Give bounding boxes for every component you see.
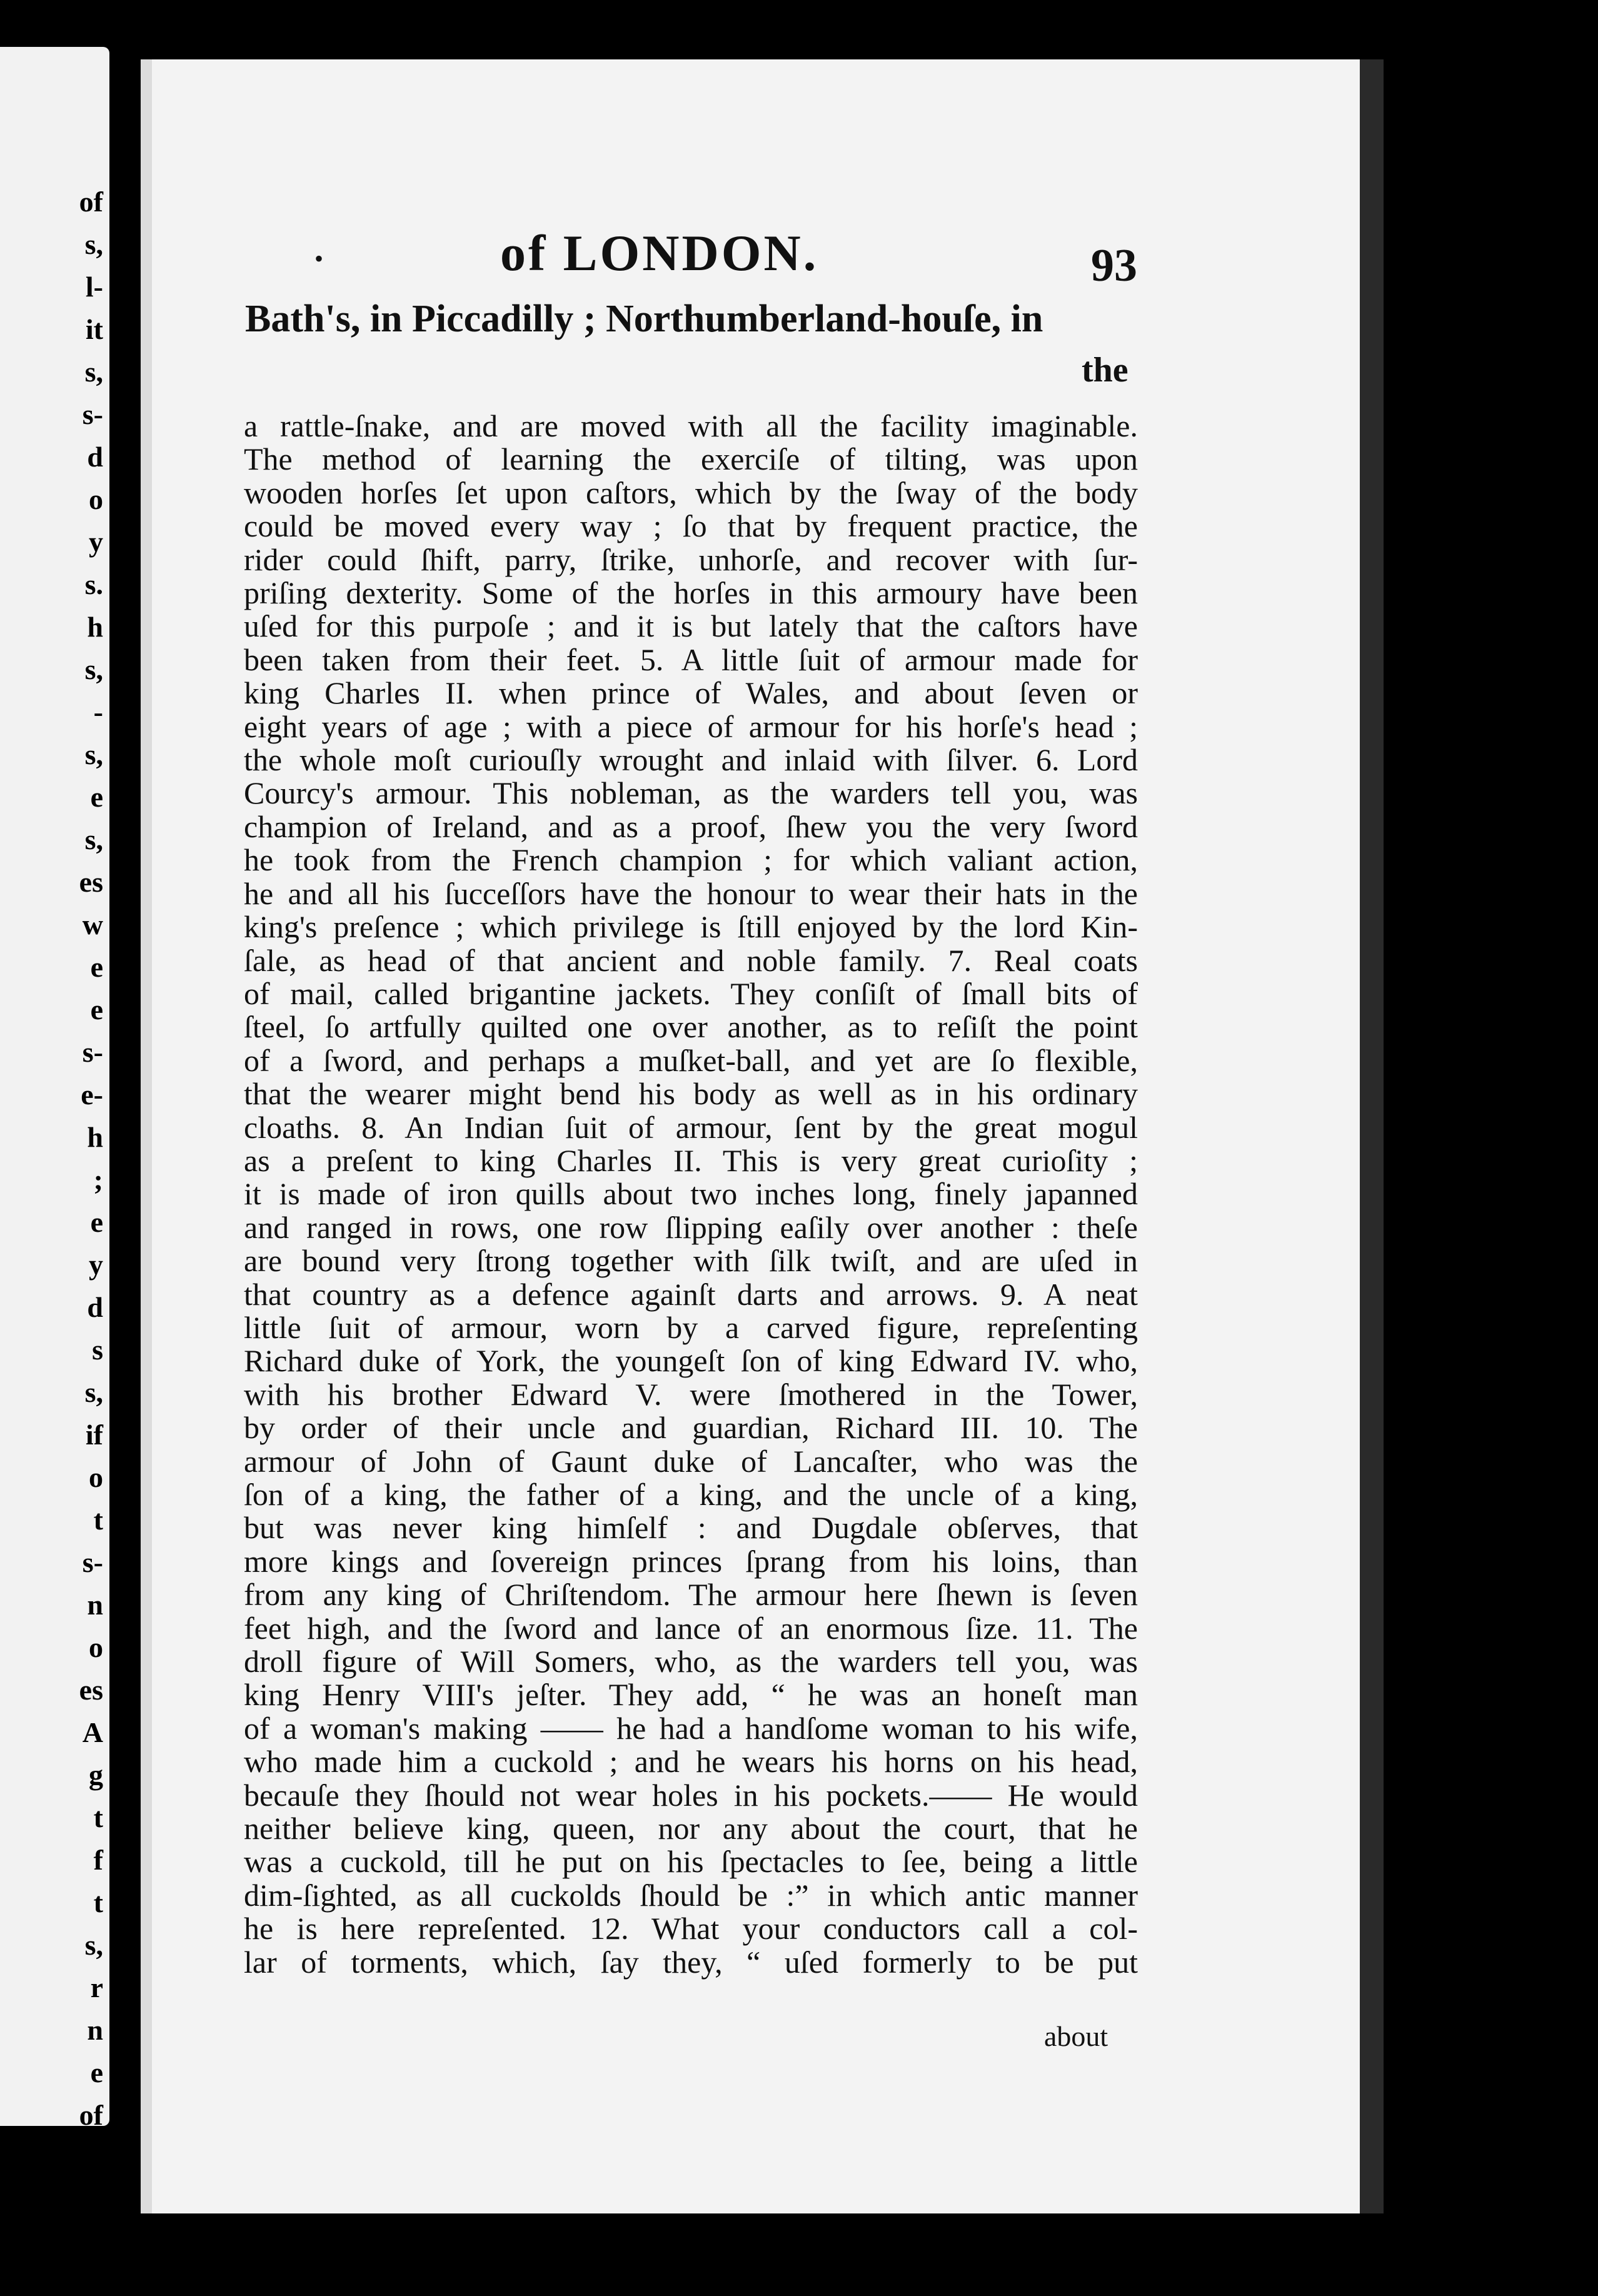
running-head: of LONDON. xyxy=(500,224,819,281)
page-edge-shadow xyxy=(1360,59,1384,2213)
text-line: droll figure of Will Somers, who, as the warders tell you, was xyxy=(244,1644,1138,1679)
text-line: ſteel, ſo artfully quilted one over another, as to reſiſt the point xyxy=(244,1009,1138,1045)
previous-page-text-fragment: s, xyxy=(84,228,103,260)
text-line: who made him a cuckold ; and he wears his horns on his head, xyxy=(244,1744,1138,1780)
previous-page-text-fragment: s, xyxy=(84,738,103,770)
previous-page-text-fragment: t xyxy=(93,1801,103,1833)
text-line: king's preſence ; which privilege is ſtill enjoyed by the lord Kin- xyxy=(244,909,1138,945)
previous-page-text-fragment: e xyxy=(90,994,103,1025)
previous-page-text-fragment: o xyxy=(89,483,103,515)
text-line: of mail, called brigantine jackets. They conſiſt of ſmall bits of xyxy=(244,975,1138,1011)
previous-page-text-fragment: s- xyxy=(82,1036,103,1068)
previous-page-text-fragment: t xyxy=(93,1504,103,1536)
previous-page-text-fragment: of xyxy=(79,2099,103,2131)
text-line: he and all his ſucceſſors have the honour to wear their hats in the xyxy=(244,875,1138,911)
text-line: by order of their uncle and guardian, Richard III. 10. The xyxy=(244,1410,1138,1446)
previous-page-text-fragment: n xyxy=(87,2014,103,2046)
previous-page-text-fragment: f xyxy=(93,1844,103,1876)
previous-page-text-fragment: es xyxy=(79,866,103,898)
page-number: 93 xyxy=(1091,240,1137,291)
previous-page-text-fragment: y xyxy=(89,526,103,558)
text-line: priſing dexterity. Some of the horſes in this armoury have been xyxy=(244,575,1138,611)
text-line: becauſe they ſhould not wear holes in his pockets.—— He would xyxy=(244,1777,1138,1813)
text-line: The method of learning the exerciſe of tilting, was upon xyxy=(244,441,1138,477)
text-line: he took from the French champion ; for which valiant action, xyxy=(244,842,1138,878)
previous-page-text-fragment: g xyxy=(89,1759,103,1791)
previous-page-text-fragment: s, xyxy=(84,653,103,685)
previous-page-text-fragment: es xyxy=(79,1674,103,1706)
previous-page-edge xyxy=(0,47,109,2173)
previous-page-text-fragment: r xyxy=(90,1971,103,2003)
text-line: wooden horſes ſet upon caſtors, which by the ſway of the body xyxy=(244,475,1138,510)
side-heading-line: Bath's, in Piccadilly ; Northumberland-houſe, in xyxy=(245,298,1043,340)
previous-page-text-fragment: h xyxy=(87,1121,103,1153)
catchword-bottom: about xyxy=(1044,2020,1108,2052)
previous-page-text-fragment: s- xyxy=(82,398,103,430)
text-line: feet high, and the ſword and lance of an enormous ſize. 11. The xyxy=(244,1610,1138,1646)
previous-page-text-fragment: e xyxy=(90,1206,103,1238)
previous-page-text-fragment: e- xyxy=(81,1079,103,1110)
text-line: it is made of iron quills about two inches long, finely japanned xyxy=(244,1176,1138,1212)
previous-page-text-fragment: - xyxy=(93,2142,103,2173)
text-line: ſale, as head of that ancient and noble family. 7. Real coats xyxy=(244,942,1138,978)
text-line: as a preſent to king Charles II. This is very great curioſity ; xyxy=(244,1142,1138,1178)
previous-page-text-fragment: s xyxy=(92,1334,103,1366)
text-line: was a cuckold, till he put on his ſpectacles to ſee, being a little xyxy=(244,1844,1138,1880)
previous-page-text-fragment: it xyxy=(85,313,103,345)
text-line: but was never king himſelf : and Dugdale obſerves, that xyxy=(244,1510,1138,1546)
text-line: Courcy's armour. This nobleman, as the warders tell you, was xyxy=(244,775,1138,811)
text-line: Richard duke of York, the youngeſt ſon of king Edward IV. who, xyxy=(244,1343,1138,1379)
previous-page-text-fragment: s, xyxy=(84,823,103,855)
text-line: dim-ſighted, as all cuckolds ſhould be :” in which antic manner xyxy=(244,1877,1138,1913)
previous-page-text-fragment: l- xyxy=(85,271,103,303)
previous-page-text-fragment: e xyxy=(90,2057,103,2088)
previous-page-text-fragment: d xyxy=(87,441,103,473)
text-line: could be moved every way ; ſo that by frequent practice, the xyxy=(244,508,1138,544)
previous-page-text-fragment: if xyxy=(85,1419,103,1451)
previous-page-text-fragment: n xyxy=(87,1589,103,1621)
text-line: cloaths. 8. An Indian ſuit of armour, ſent by the great mogul xyxy=(244,1109,1138,1145)
previous-page-text-fragment: w xyxy=(82,909,103,940)
previous-page-text-fragment: A xyxy=(82,1716,103,1748)
running-head-ornament: • xyxy=(314,244,324,273)
previous-page-text-fragment: s. xyxy=(84,568,103,600)
previous-page-text-fragment: s, xyxy=(84,356,103,388)
text-line: of a ſword, and perhaps a muſket-ball, and yet are ſo flexible, xyxy=(244,1042,1138,1078)
previous-page-text-fragment: t xyxy=(93,1886,103,1918)
text-line: neither believe king, queen, nor any about the court, that he xyxy=(244,1811,1138,1846)
text-line: a rattle-ſnake, and are moved with all the facility imaginable. xyxy=(244,408,1138,443)
text-line: with his brother Edward V. were ſmothered in the Tower, xyxy=(244,1376,1138,1412)
text-line: that the wearer might bend his body as well as in his ordinary xyxy=(244,1076,1138,1112)
text-line: from any king of Chriſtendom. The armour here ſhewn is ſeven xyxy=(244,1577,1138,1613)
text-line: rider could ſhift, parry, ſtrike, unhorſe, and recover with ſur- xyxy=(244,541,1138,577)
text-line: are bound very ſtrong together with ſilk twiſt, and are uſed in xyxy=(244,1243,1138,1279)
body-text xyxy=(244,410,1138,1979)
text-line: ſon of a king, the father of a king, and the uncle of a king, xyxy=(244,1477,1138,1512)
text-line: more kings and ſovereign princes ſprang from his loins, than xyxy=(244,1543,1138,1579)
catchword-top: the xyxy=(1082,351,1128,390)
previous-page-text-fragment: o xyxy=(89,1631,103,1663)
text-line: armour of John of Gaunt duke of Lancaſter, who was the xyxy=(244,1443,1138,1479)
previous-page-text-fragment: s- xyxy=(82,1546,103,1578)
text-line: he is here repreſented. 12. What your conductors call a col- xyxy=(244,1911,1138,1946)
previous-page-text-fragment: ; xyxy=(93,1164,103,1196)
text-line: champion of Ireland, and as a proof, ſhew you the very ſword xyxy=(244,808,1138,844)
gutter-shadow xyxy=(141,59,152,2213)
previous-page-text-fragment: s, xyxy=(84,1376,103,1408)
text-line: of a woman's making —— he had a handſome woman to his wife, xyxy=(244,1710,1138,1746)
previous-page-text-fragment: o xyxy=(89,1461,103,1493)
text-line: uſed for this purpoſe ; and it is but lately that the caſtors have xyxy=(244,608,1138,644)
previous-page-text-fragment: - xyxy=(93,696,103,728)
previous-page-text-fragment: e xyxy=(90,781,103,813)
previous-page-text-fragment: y xyxy=(89,1249,103,1281)
text-line: that country as a defence againſt darts and arrows. 9. A neat xyxy=(244,1276,1138,1312)
text-line: and ranged in rows, one row ſlipping eaſily over another : theſe xyxy=(244,1209,1138,1245)
text-line: king Charles II. when prince of Wales, and about ſeven or xyxy=(244,675,1138,711)
text-line: the whole moſt curiouſly wrought and inlaid with ſilver. 6. Lord xyxy=(244,742,1138,778)
previous-page-text-fragment: d xyxy=(87,1291,103,1323)
previous-page-text-fragment: of xyxy=(79,186,103,218)
text-line: been taken from their feet. 5. A little ſuit of armour made for xyxy=(244,642,1138,677)
text-line: eight years of age ; with a piece of armour for his horſe's head ; xyxy=(244,708,1138,744)
previous-page-text-fragment: h xyxy=(87,611,103,643)
previous-page-text-fragment: s, xyxy=(84,1929,103,1961)
text-line: lar of torments, which, ſay they, “ uſed formerly to be put xyxy=(244,1944,1138,1980)
text-line: little ſuit of armour, worn by a carved figure, repreſenting xyxy=(244,1309,1138,1345)
text-line: king Henry VIII's jeſter. They add, “ he was an honeſt man xyxy=(244,1677,1138,1713)
previous-page-text-fragment: e xyxy=(90,951,103,983)
